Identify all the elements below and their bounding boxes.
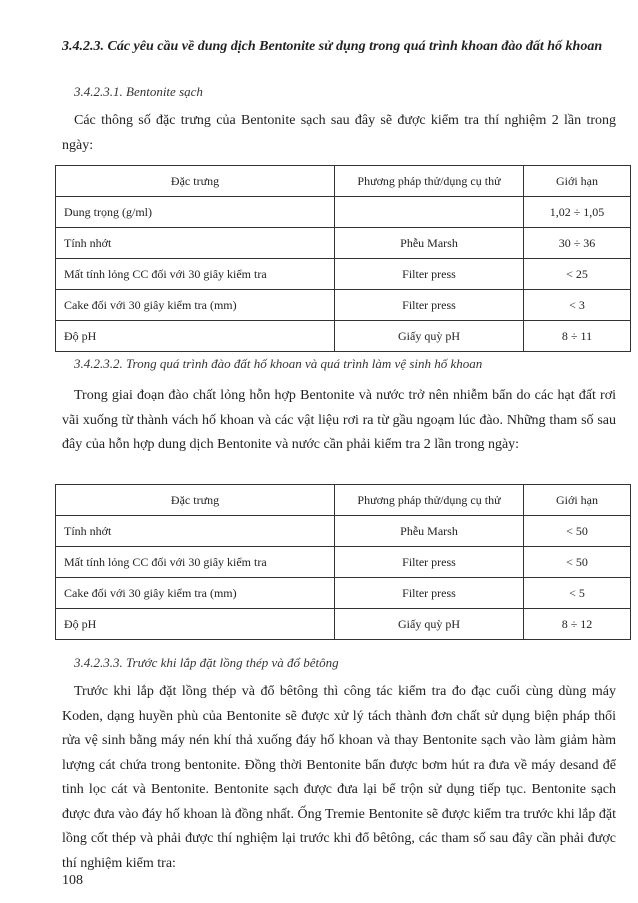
table-cell: < 50 bbox=[524, 516, 631, 547]
spec-table-2 bbox=[55, 484, 631, 640]
subsection-heading-3: 3.4.2.3.3. Trước khi lắp đặt lồng thép và đổ bêtông bbox=[74, 655, 339, 670]
table-header-row bbox=[56, 485, 631, 516]
header-cell: Đặc trưng bbox=[56, 485, 335, 516]
table-row bbox=[56, 259, 631, 290]
header-cell: Phương pháp thử/dụng cụ thử bbox=[335, 166, 524, 197]
page-number: 108 bbox=[62, 873, 83, 888]
table-cell: < 5 bbox=[524, 578, 631, 609]
table-row bbox=[56, 197, 631, 228]
paragraph-2-text: Trong giai đoạn đào chất lỏng hỗn hợp Bentonite và nước trở nên nhiễm bẩn do các hạt đất rơi vãi xuống từ thành vách hố khoan và các vật liệu rơi ra từ gầu ngoạm lúc đào. Những tham số sau đây của hỗn hợp dung dịch Bentonite và nước cần phải kiểm tra 2 lần trong ngày: bbox=[62, 388, 616, 452]
table-cell: < 50 bbox=[524, 547, 631, 578]
header-cell: Đặc trưng bbox=[56, 166, 335, 197]
table-cell: Mất tính lỏng CC đối với 30 giây kiểm tra bbox=[56, 547, 335, 578]
table-cell: Tính nhớt bbox=[56, 228, 335, 259]
table-cell: Giấy quỳ pH bbox=[335, 321, 524, 352]
table-row bbox=[56, 228, 631, 259]
table-cell: < 3 bbox=[524, 290, 631, 321]
table-cell: Mất tính lỏng CC đối với 30 giây kiểm tra bbox=[56, 259, 335, 290]
subsection-heading-1: 3.4.2.3.1. Bentonite sạch bbox=[74, 84, 203, 99]
table-row bbox=[56, 609, 631, 640]
table-cell: Độ pH bbox=[56, 609, 335, 640]
table-cell: Filter press bbox=[335, 259, 524, 290]
table-cell: Filter press bbox=[335, 290, 524, 321]
table-cell: 30 ÷ 36 bbox=[524, 228, 631, 259]
paragraph-1-text: Các thông số đặc trưng của Bentonite sạch sau đây sẽ được kiểm tra thí nghiệm 2 lần trong ngày: bbox=[62, 113, 616, 153]
table-cell: Phễu Marsh bbox=[335, 516, 524, 547]
spec-table-1 bbox=[55, 165, 631, 352]
table-cell: Tính nhớt bbox=[56, 516, 335, 547]
table-cell: 8 ÷ 11 bbox=[524, 321, 631, 352]
header-cell: Phương pháp thử/dụng cụ thử bbox=[335, 485, 524, 516]
header-cell: Giới hạn bbox=[524, 485, 631, 516]
paragraph-3-text: Trước khi lắp đặt lồng thép và đổ bêtông thì công tác kiểm tra đo đạc cuối cùng dùng máy Koden, dạng huyền phù của Bentonite sẽ được xử lý tách thành đơn chất sử dụng biện pháp thổi rửa vệ sinh bằng máy nén khí thả xuống đáy hố khoan và thay Bentonite sạch vào làm giảm hàm lượng cát chứa trong bentonite. Đồng thời Bentonite bẩn được bơm hút ra đưa về máy desand để tinh lọc cát và Bentonite. Bentonite sạch được đưa lại bể trộn sử dụng tiếp tục. Bentonite sạch được đưa vào đáy hố khoan là đồng nhất. Ống Tremie Bentonite sẽ được kiểm tra trước khi lắp đặt lồng cốt thép và phải được thí nghiệm lại trước khi đổ bêtông, các tham số sau đây cần phải được thí nghiệm kiểm tra: bbox=[62, 684, 616, 871]
table-cell: Cake đối với 30 giây kiểm tra (mm) bbox=[56, 578, 335, 609]
table-cell: 8 ÷ 12 bbox=[524, 609, 631, 640]
table-cell: < 25 bbox=[524, 259, 631, 290]
table-cell: Giấy quỳ pH bbox=[335, 609, 524, 640]
table-cell: 1,02 ÷ 1,05 bbox=[524, 197, 631, 228]
table-row bbox=[56, 578, 631, 609]
table-cell: Cake đối với 30 giây kiểm tra (mm) bbox=[56, 290, 335, 321]
table-cell: Filter press bbox=[335, 578, 524, 609]
table-cell bbox=[335, 197, 524, 228]
table-cell: Phễu Marsh bbox=[335, 228, 524, 259]
table-cell: Filter press bbox=[335, 547, 524, 578]
paragraph-3 bbox=[62, 680, 616, 876]
table-row bbox=[56, 516, 631, 547]
table-cell: Độ pH bbox=[56, 321, 335, 352]
table-cell: Dung trọng (g/ml) bbox=[56, 197, 335, 228]
table-row bbox=[56, 321, 631, 352]
table-header-row bbox=[56, 166, 631, 197]
section-heading: 3.4.2.3. Các yêu cầu về dung dịch Bentonite sử dụng trong quá trình khoan đào đất hố khoan bbox=[62, 39, 603, 54]
table-row bbox=[56, 290, 631, 321]
subsection-heading-2: 3.4.2.3.2. Trong quá trình đào đất hố khoan và quá trình làm vệ sinh hố khoan bbox=[74, 356, 483, 371]
paragraph-1 bbox=[62, 109, 616, 158]
paragraph-2 bbox=[62, 384, 616, 458]
table-row bbox=[56, 547, 631, 578]
header-cell: Giới hạn bbox=[524, 166, 631, 197]
